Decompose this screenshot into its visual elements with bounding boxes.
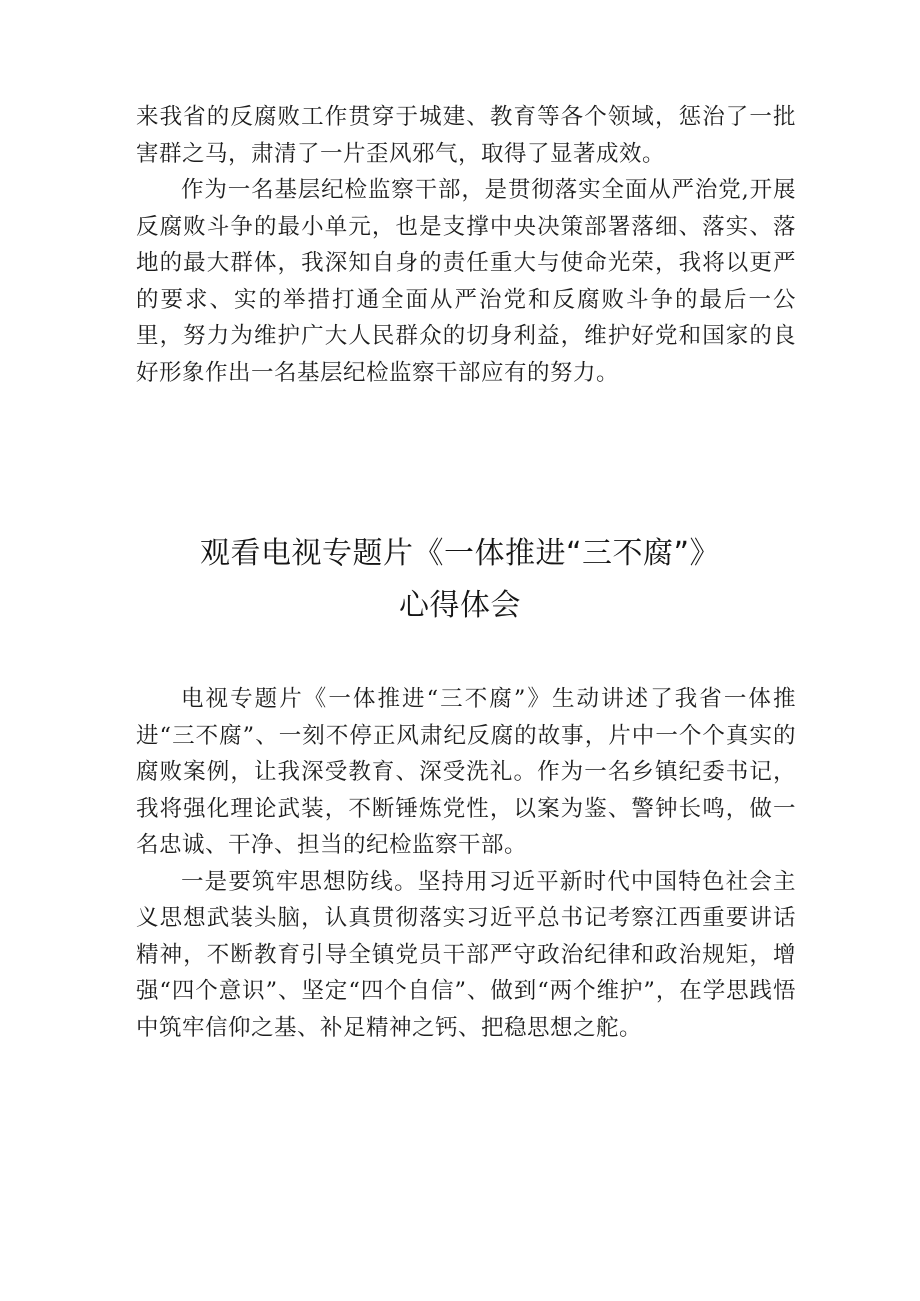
- section-previous-article: [136, 99, 796, 391]
- title-line-1: 观看电视专题片《一体推进“三不腐”》: [199, 536, 721, 571]
- paragraph-continued: 来我省的反腐败工作贯穿于城建、教育等各个领域，惩治了一批害群之马，肃清了一片歪风邪气，取得了显著成效。: [136, 104, 796, 167]
- article-title: [100, 528, 820, 632]
- paragraph-point-one: 一是要筑牢思想防线。坚持用习近平新时代中国特色社会主义思想武装头脑，认真贯彻落实习近平总书记考察江西重要讲话精神，不断教育引导全镇党员干部严守政治纪律和政治规矩，增强“四个意识”、坚定“四个自信”、做到“两个维护”，在学思践悟中筑牢信仰之基、补足精神之钙、把稳思想之舵。: [136, 868, 796, 1041]
- title-line-2: 心得体会: [399, 588, 521, 623]
- paragraph: 作为一名基层纪检监察干部，是贯彻落实全面从严治党,开展反腐败斗争的最小单元，也是支撑中央决策部署落细、落实、落地的最大群体，我深知自身的责任重大与使命光荣，我将以更严的要求、实的举措打通全面从严治党和反腐败斗争的最后一公里，努力为维护广大人民群众的切身利益，维护好党和国家的良好形象作出一名基层纪检监察干部应有的努力。: [136, 177, 796, 386]
- paragraph-intro: 电视专题片《一体推进“三不腐”》生动讲述了我省一体推进“三不腐”、一刻不停正风肃纪反腐的故事，片中一个个真实的腐败案例，让我深受教育、深受洗礼。作为一名乡镇纪委书记，我将强化理论武装，不断锤炼党性，以案为鉴、警钟长鸣，做一名忠诚、干净、担当的纪检监察干部。: [136, 686, 796, 858]
- section-article-body: [136, 681, 796, 1046]
